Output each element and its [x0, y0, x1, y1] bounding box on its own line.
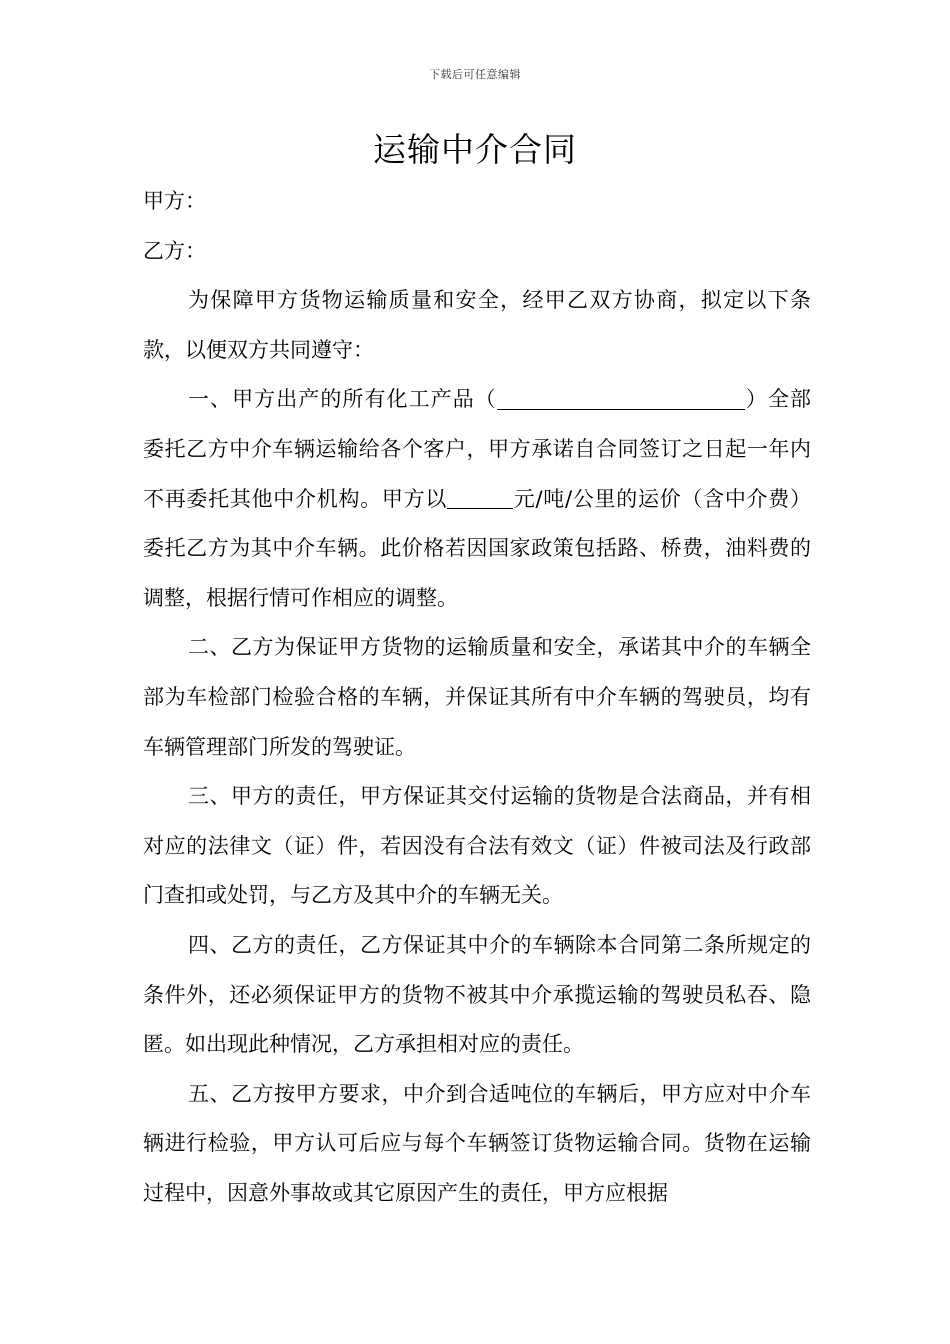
- clause-5-paragraph: 五、乙方按甲方要求，中介到合适吨位的车辆后，甲方应对中介车辆进行检验，甲方认可后应与每个车辆签订货物运输合同。货物在运输过程中，因意外事故或其它原因产生的责任，甲方应根据: [143, 1081, 811, 1205]
- clause-4-paragraph: 四、乙方的责任，乙方保证其中介的车辆除本合同第二条所规定的条件外，还必须保证甲方的货物不被其中介承揽运输的驾驶员私吞、隐匿。如出现此种情况，乙方承担相对应的责任。: [143, 932, 811, 1057]
- clause-1-text-c: 元/吨/公里的运价（含中介费）委托乙方为其中介车辆。此价格若因国家政策包括路、桥费，油料费的调整，根据行情可作相应的调整。: [143, 486, 811, 610]
- price-blank: [447, 487, 513, 509]
- clause-1-text-b: ）全部委托乙方中介车辆运输给各个客户，甲方承诺自合同签订之日起一年内不再委托其他中介机构。甲方以: [143, 387, 812, 511]
- document-title: 运输中介合同: [373, 130, 577, 169]
- product-name-blank: [497, 388, 745, 410]
- clause-1-paragraph: [143, 375, 811, 623]
- document-body: [143, 177, 811, 1218]
- party-b-line: 乙方：: [143, 238, 206, 263]
- header-note: 下载后可任意编辑: [429, 68, 521, 81]
- intro-paragraph: 为保障甲方货物运输质量和安全，经甲乙双方协商，拟定以下条款，以便双方共同遵守：: [143, 288, 811, 362]
- clause-2-paragraph: 二、乙方为保证甲方货物的运输质量和安全，承诺其中介的车辆全部为车检部门检验合格的车辆，并保证其所有中介车辆的驾驶员，均有车辆管理部门所发的驾驶证。: [143, 635, 811, 759]
- party-a-line: 甲方：: [143, 189, 206, 213]
- clause-3-paragraph: 三、甲方的责任，甲方保证其交付运输的货物是合法商品，并有相对应的法律文（证）件，若因没有合法有效文（证）件被司法及行政部门查扣或处罚，与乙方及其中介的车辆无关。: [143, 784, 811, 908]
- clause-1-text-a: 一、甲方出产的所有化工产品（: [188, 387, 497, 412]
